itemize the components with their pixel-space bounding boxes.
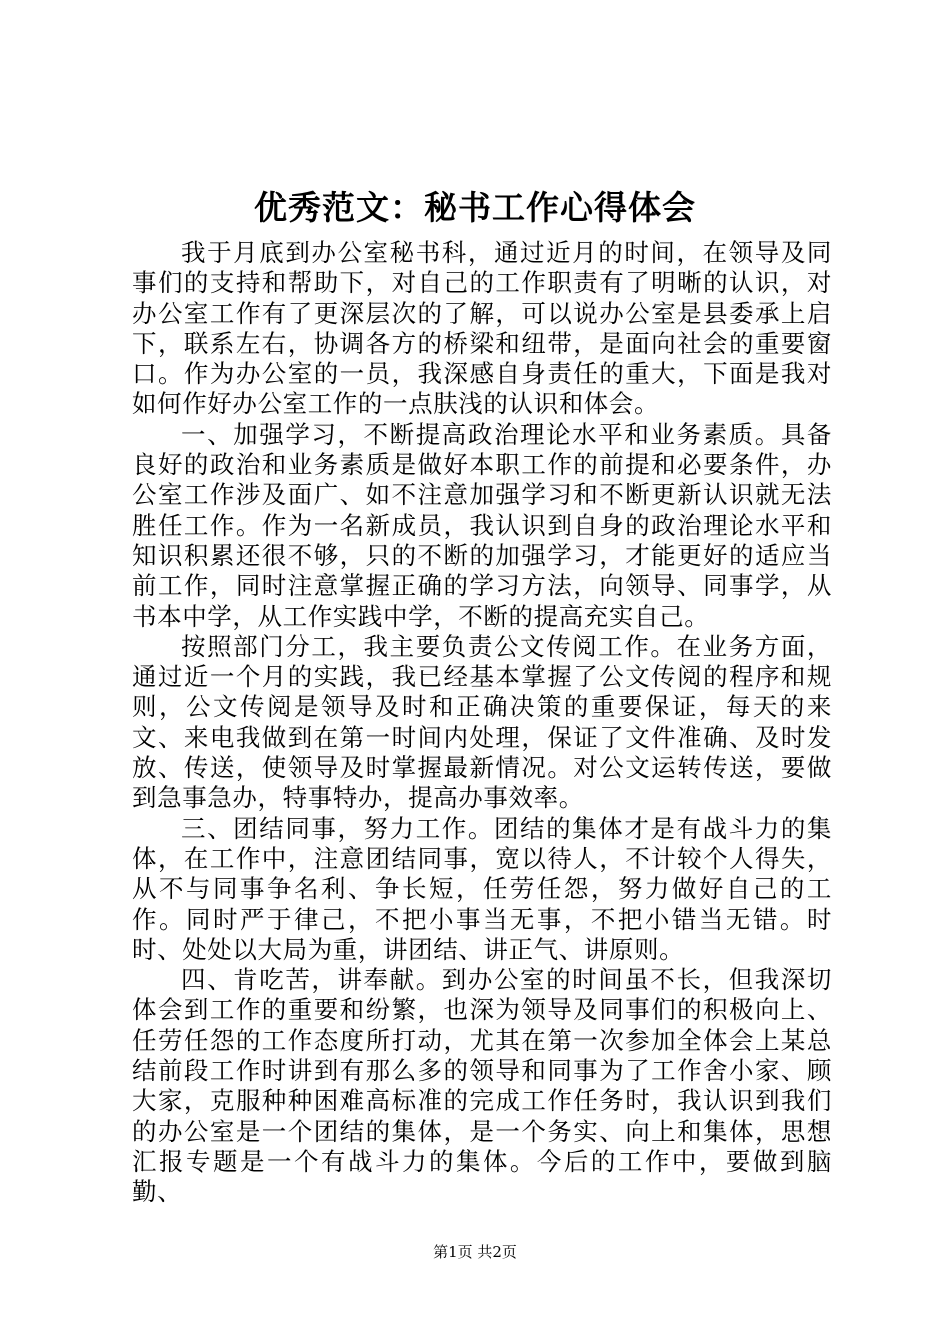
document-title: 优秀范文：秘书工作心得体会: [254, 188, 696, 227]
paragraph-unity: 三、团结同事，努力工作。团结的集体才是有战斗力的集体，在工作中，注意团结同事，宽以待人，不计较个人得失，从不与同事争名利、争长短，任劳任怨，努力做好自己的工作。同时严于律己，不把小事当无事，不把小错当无错。时时、处处以大局为重，讲团结、讲正气、讲原则。: [132, 813, 832, 964]
page-number-footer: 第1页 共2页: [433, 1243, 517, 1261]
paragraph-study: 一、加强学习，不断提高政治理论水平和业务素质。具备良好的政治和业务素质是做好本职工作的前提和必要条件，办公室工作涉及面广、如不注意加强学习和不断更新认识就无法胜任工作。作为一名新成员，我认识到自身的政治理论水平和知识积累还很不够，只的不断的加强学习，才能更好的适应当前工作，同时注意掌握正确的学习方法，向领导、同事学，从书本中学，从工作实践中学，不断的提高充实自己。: [132, 419, 832, 631]
paragraph-dedication: 四、肯吃苦，讲奉献。到办公室的时间虽不长，但我深切体会到工作的重要和纷繁，也深为领导及同事们的积极向上、任劳任怨的工作态度所打动，尤其在第一次参加全体会上某总结前段工作时讲到有那么多的领导和同事为了工作舍小家、顾大家，克服种种困难高标准的完成工作任务时，我认识到我们的办公室是一个团结的集体，是一个务实、向上和集体，思想汇报专题是一个有战斗力的集体。今后的工作中，要做到脑勤、: [132, 965, 832, 1207]
paragraph-intro: 我于月底到办公室秘书科，通过近月的时间，在领导及同事们的支持和帮助下，对自己的工作职责有了明晰的认识，对办公室工作有了更深层次的了解，可以说办公室是县委承上启下，联系左右，协调各方的桥梁和纽带，是面向社会的重要窗口。作为办公室的一员，我深感自身责任的重大，下面是我对如何作好办公室工作的一点肤浅的认识和体会。: [132, 238, 832, 419]
document-body: [132, 238, 832, 1208]
paragraph-duties: 按照部门分工，我主要负责公文传阅工作。在业务方面，通过近一个月的实践，我已经基本掌握了公文传阅的程序和规则，公文传阅是领导及时和正确决策的重要保证，每天的来文、来电我做到在第一时间内处理，保证了文件准确、及时发放、传送，使领导及时掌握最新情况。对公文运转传送，要做到急事急办，特事特办，提高办事效率。: [132, 631, 832, 813]
